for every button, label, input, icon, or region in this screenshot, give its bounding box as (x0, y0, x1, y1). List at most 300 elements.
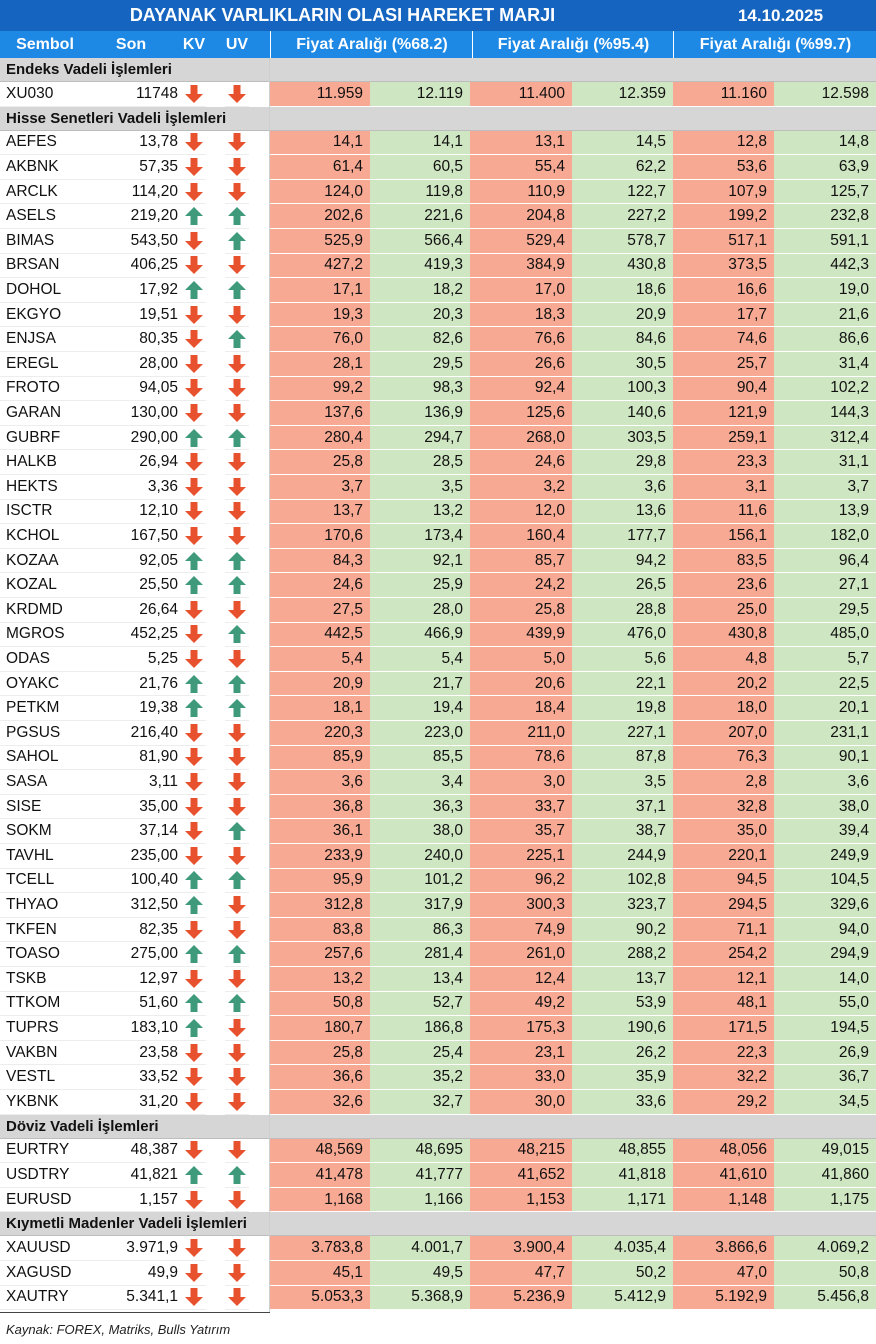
range99-high-cell: 26,9 (774, 1041, 876, 1066)
table-row (0, 1236, 876, 1261)
range68-low-cell: 442,5 (270, 623, 370, 648)
range95-low-cell: 225,1 (470, 844, 572, 869)
section-title: Döviz Vadeli İşlemleri (6, 1117, 159, 1135)
range95-low-cell: 3,0 (470, 770, 572, 795)
arrow-up-icon (225, 573, 249, 598)
range99-low-cell: 5.192,9 (673, 1286, 774, 1311)
range95-high-cell: 1,171 (572, 1188, 673, 1213)
range95-low-cell: 25,8 (470, 598, 572, 623)
arrow-up-icon (182, 1163, 206, 1188)
last-price-cell: 3,11 (110, 770, 182, 795)
arrow-down-icon (182, 1236, 206, 1261)
range68-high-cell: 3,4 (370, 770, 470, 795)
last-price-cell: 81,90 (110, 746, 182, 771)
range99-high-cell: 49,015 (774, 1139, 876, 1164)
arrow-up-icon (225, 992, 249, 1017)
symbol-cell: AKBNK (0, 155, 110, 180)
range68-high-cell: 13,4 (370, 967, 470, 992)
table-row (0, 721, 876, 746)
symbol-cell: SOKM (0, 819, 110, 844)
range95-high-cell: 62,2 (572, 155, 673, 180)
range95-high-cell: 50,2 (572, 1261, 673, 1286)
section-title: Hisse Senetleri Vadeli İşlemleri (6, 109, 227, 127)
range68-high-cell: 36,3 (370, 795, 470, 820)
range95-low-cell: 12,0 (470, 500, 572, 525)
arrow-up-icon (225, 204, 249, 229)
last-price-cell: 5.341,1 (110, 1286, 182, 1311)
range99-high-cell: 55,0 (774, 992, 876, 1017)
range68-low-cell: 18,1 (270, 696, 370, 721)
table-row (0, 869, 876, 894)
last-price-cell: 167,50 (110, 524, 182, 549)
range99-low-cell: 121,9 (673, 401, 774, 426)
range99-high-cell: 63,9 (774, 155, 876, 180)
symbol-cell: TOASO (0, 942, 110, 967)
range68-high-cell: 186,8 (370, 1016, 470, 1041)
last-price-cell: 51,60 (110, 992, 182, 1017)
range95-high-cell: 48,855 (572, 1139, 673, 1164)
range99-low-cell: 156,1 (673, 524, 774, 549)
table-row (0, 229, 876, 254)
range95-high-cell: 102,8 (572, 869, 673, 894)
range99-low-cell: 11.160 (673, 82, 774, 107)
arrow-down-icon (182, 844, 206, 869)
range95-low-cell: 1,153 (470, 1188, 572, 1213)
range68-low-cell: 233,9 (270, 844, 370, 869)
symbol-cell: HALKB (0, 450, 110, 475)
symbol-cell: EURTRY (0, 1139, 110, 1164)
range68-high-cell: 13,2 (370, 500, 470, 525)
range68-low-cell: 25,8 (270, 1041, 370, 1066)
arrow-up-icon (225, 623, 249, 648)
table-row (0, 131, 876, 156)
range99-high-cell: 329,6 (774, 893, 876, 918)
arrow-down-icon (225, 770, 249, 795)
range99-low-cell: 220,1 (673, 844, 774, 869)
range95-high-cell: 5,6 (572, 647, 673, 672)
last-price-cell: 19,38 (110, 696, 182, 721)
section-title: Endeks Vadeli İşlemleri (6, 61, 172, 78)
range95-high-cell: 3,6 (572, 475, 673, 500)
range99-low-cell: 4,8 (673, 647, 774, 672)
last-price-cell: 35,00 (110, 795, 182, 820)
range68-low-cell: 137,6 (270, 401, 370, 426)
range68-low-cell: 28,1 (270, 352, 370, 377)
arrow-down-icon (182, 401, 206, 426)
arrow-up-icon (182, 869, 206, 894)
symbol-cell: ARCLK (0, 180, 110, 205)
last-price-cell: 26,94 (110, 450, 182, 475)
range68-low-cell: 83,8 (270, 918, 370, 943)
arrow-down-icon (182, 1041, 206, 1066)
range68-low-cell: 5.053,3 (270, 1286, 370, 1311)
range68-low-cell: 13,7 (270, 500, 370, 525)
arrow-down-icon (182, 180, 206, 205)
table-row (0, 1090, 876, 1115)
range99-low-cell: 71,1 (673, 918, 774, 943)
symbol-cell: TTKOM (0, 992, 110, 1017)
range95-high-cell: 19,8 (572, 696, 673, 721)
header-last: Son (115, 36, 147, 53)
range99-low-cell: 41,610 (673, 1163, 774, 1188)
range95-low-cell: 5,0 (470, 647, 572, 672)
range95-high-cell: 18,6 (572, 278, 673, 303)
arrow-up-icon (225, 229, 249, 254)
arrow-down-icon (225, 721, 249, 746)
range99-low-cell: 199,2 (673, 204, 774, 229)
arrow-down-icon (182, 303, 206, 328)
range95-high-cell: 53,9 (572, 992, 673, 1017)
range68-high-cell: 28,0 (370, 598, 470, 623)
last-price-cell: 82,35 (110, 918, 182, 943)
range95-high-cell: 26,5 (572, 573, 673, 598)
range95-high-cell: 177,7 (572, 524, 673, 549)
arrow-down-icon (182, 623, 206, 648)
column-header-row (0, 31, 876, 58)
range99-high-cell: 14,8 (774, 131, 876, 156)
table-row (0, 795, 876, 820)
range68-low-cell: 61,4 (270, 155, 370, 180)
symbol-cell: PGSUS (0, 721, 110, 746)
arrow-down-icon (225, 967, 249, 992)
symbol-cell: YKBNK (0, 1090, 110, 1115)
table-row (0, 303, 876, 328)
range68-low-cell: 20,9 (270, 672, 370, 697)
arrow-down-icon (182, 377, 206, 402)
range95-low-cell: 41,652 (470, 1163, 572, 1188)
arrow-down-icon (225, 647, 249, 672)
arrow-down-icon (182, 500, 206, 525)
column-divider (269, 58, 270, 1312)
range99-high-cell: 144,3 (774, 401, 876, 426)
arrow-up-icon (182, 672, 206, 697)
range68-high-cell: 136,9 (370, 401, 470, 426)
range68-low-cell: 36,6 (270, 1065, 370, 1090)
range95-low-cell: 11.400 (470, 82, 572, 107)
range99-low-cell: 430,8 (673, 623, 774, 648)
arrow-down-icon (225, 450, 249, 475)
range95-high-cell: 476,0 (572, 623, 673, 648)
range95-high-cell: 35,9 (572, 1065, 673, 1090)
range68-high-cell: 173,4 (370, 524, 470, 549)
arrow-up-icon (182, 992, 206, 1017)
symbol-cell: XAUUSD (0, 1236, 110, 1261)
table-row (0, 82, 876, 107)
range68-low-cell: 525,9 (270, 229, 370, 254)
table-row (0, 672, 876, 697)
range68-low-cell: 280,4 (270, 426, 370, 451)
arrow-down-icon (182, 598, 206, 623)
section-header (0, 1212, 876, 1236)
table-row (0, 1163, 876, 1188)
range95-low-cell: 439,9 (470, 623, 572, 648)
range99-low-cell: 18,0 (673, 696, 774, 721)
range95-high-cell: 37,1 (572, 795, 673, 820)
range68-high-cell: 29,5 (370, 352, 470, 377)
last-price-cell: 33,52 (110, 1065, 182, 1090)
range95-low-cell: 211,0 (470, 721, 572, 746)
symbol-cell: VAKBN (0, 1041, 110, 1066)
range68-low-cell: 95,9 (270, 869, 370, 894)
range99-high-cell: 27,1 (774, 573, 876, 598)
range95-high-cell: 4.035,4 (572, 1236, 673, 1261)
symbol-cell: GARAN (0, 401, 110, 426)
section-header (0, 107, 876, 131)
arrow-up-icon (225, 696, 249, 721)
range95-low-cell: 23,1 (470, 1041, 572, 1066)
range99-high-cell: 232,8 (774, 204, 876, 229)
range68-high-cell: 35,2 (370, 1065, 470, 1090)
symbol-cell: TSKB (0, 967, 110, 992)
header-range-99: Fiyat Aralığı (%99.7) (673, 31, 876, 58)
arrow-down-icon (182, 229, 206, 254)
range68-high-cell: 98,3 (370, 377, 470, 402)
arrow-down-icon (225, 1090, 249, 1115)
table-row (0, 696, 876, 721)
range68-high-cell: 60,5 (370, 155, 470, 180)
range68-high-cell: 317,9 (370, 893, 470, 918)
last-price-cell: 100,40 (110, 869, 182, 894)
range68-low-cell: 3,6 (270, 770, 370, 795)
arrow-up-icon (182, 204, 206, 229)
range95-low-cell: 5.236,9 (470, 1286, 572, 1311)
last-price-cell: 312,50 (110, 893, 182, 918)
range68-low-cell: 14,1 (270, 131, 370, 156)
symbol-cell: PETKM (0, 696, 110, 721)
header-symbol: Sembol (16, 36, 74, 53)
range95-high-cell: 41,818 (572, 1163, 673, 1188)
last-price-cell: 130,00 (110, 401, 182, 426)
symbol-cell: HEKTS (0, 475, 110, 500)
range99-high-cell: 31,1 (774, 450, 876, 475)
range99-low-cell: 20,2 (673, 672, 774, 697)
arrow-up-icon (225, 869, 249, 894)
range68-high-cell: 14,1 (370, 131, 470, 156)
last-price-cell: 5,25 (110, 647, 182, 672)
range99-low-cell: 23,3 (673, 450, 774, 475)
range99-low-cell: 107,9 (673, 180, 774, 205)
range95-low-cell: 300,3 (470, 893, 572, 918)
symbol-cell: EURUSD (0, 1188, 110, 1213)
arrow-down-icon (225, 303, 249, 328)
arrow-down-icon (182, 254, 206, 279)
range95-high-cell: 140,6 (572, 401, 673, 426)
range68-low-cell: 99,2 (270, 377, 370, 402)
table-row (0, 1261, 876, 1286)
range99-low-cell: 2,8 (673, 770, 774, 795)
range99-high-cell: 29,5 (774, 598, 876, 623)
symbol-cell: OYAKC (0, 672, 110, 697)
arrow-up-icon (225, 819, 249, 844)
range95-low-cell: 85,7 (470, 549, 572, 574)
range95-low-cell: 3,2 (470, 475, 572, 500)
range95-low-cell: 204,8 (470, 204, 572, 229)
table-row (0, 426, 876, 451)
table-row (0, 327, 876, 352)
table-row (0, 1286, 876, 1311)
range99-high-cell: 31,4 (774, 352, 876, 377)
range99-high-cell: 591,1 (774, 229, 876, 254)
range95-high-cell: 20,9 (572, 303, 673, 328)
range95-high-cell: 84,6 (572, 327, 673, 352)
last-price-cell: 25,50 (110, 573, 182, 598)
arrow-down-icon (225, 131, 249, 156)
range68-low-cell: 312,8 (270, 893, 370, 918)
range68-low-cell: 27,5 (270, 598, 370, 623)
range99-low-cell: 207,0 (673, 721, 774, 746)
last-price-cell: 57,35 (110, 155, 182, 180)
table-row (0, 1188, 876, 1213)
header-range-68: Fiyat Aralığı (%68.2) (270, 31, 473, 58)
symbol-cell: ODAS (0, 647, 110, 672)
range68-high-cell: 5,4 (370, 647, 470, 672)
arrow-down-icon (182, 795, 206, 820)
range99-low-cell: 1,148 (673, 1188, 774, 1213)
arrow-down-icon (225, 844, 249, 869)
symbol-cell: EKGYO (0, 303, 110, 328)
arrow-down-icon (225, 155, 249, 180)
table-row (0, 942, 876, 967)
symbol-cell: KCHOL (0, 524, 110, 549)
report-date: 14.10.2025 (737, 6, 824, 25)
range99-low-cell: 12,1 (673, 967, 774, 992)
range99-high-cell: 102,2 (774, 377, 876, 402)
arrow-down-icon (182, 524, 206, 549)
range99-low-cell: 16,6 (673, 278, 774, 303)
table-row (0, 500, 876, 525)
symbol-cell: XU030 (0, 82, 110, 107)
range99-high-cell: 38,0 (774, 795, 876, 820)
range68-high-cell: 5.368,9 (370, 1286, 470, 1311)
symbol-cell: KOZAA (0, 549, 110, 574)
range95-high-cell: 26,2 (572, 1041, 673, 1066)
arrow-down-icon (225, 1016, 249, 1041)
arrow-down-icon (182, 1188, 206, 1213)
symbol-cell: BRSAN (0, 254, 110, 279)
range99-high-cell: 22,5 (774, 672, 876, 697)
last-price-cell: 452,25 (110, 623, 182, 648)
range68-high-cell: 92,1 (370, 549, 470, 574)
arrow-down-icon (225, 1261, 249, 1286)
range95-low-cell: 18,4 (470, 696, 572, 721)
symbol-cell: THYAO (0, 893, 110, 918)
symbol-cell: TCELL (0, 869, 110, 894)
table-row (0, 647, 876, 672)
arrow-down-icon (225, 1139, 249, 1164)
arrow-down-icon (225, 475, 249, 500)
last-price-cell: 290,00 (110, 426, 182, 451)
last-price-cell: 114,20 (110, 180, 182, 205)
table-row (0, 844, 876, 869)
last-price-cell: 28,00 (110, 352, 182, 377)
range95-high-cell: 14,5 (572, 131, 673, 156)
symbol-cell: SAHOL (0, 746, 110, 771)
range99-low-cell: 23,6 (673, 573, 774, 598)
last-price-cell: 49,9 (110, 1261, 182, 1286)
range99-low-cell: 47,0 (673, 1261, 774, 1286)
table-row (0, 746, 876, 771)
range95-low-cell: 76,6 (470, 327, 572, 352)
range68-high-cell: 32,7 (370, 1090, 470, 1115)
arrow-down-icon (225, 377, 249, 402)
range99-low-cell: 32,8 (673, 795, 774, 820)
range68-high-cell: 1,166 (370, 1188, 470, 1213)
range99-low-cell: 48,1 (673, 992, 774, 1017)
last-price-cell: 1,157 (110, 1188, 182, 1213)
arrow-down-icon (182, 1090, 206, 1115)
last-price-cell: 11748 (110, 82, 182, 107)
last-price-cell: 94,05 (110, 377, 182, 402)
last-price-cell: 17,92 (110, 278, 182, 303)
range95-high-cell: 244,9 (572, 844, 673, 869)
range95-low-cell: 47,7 (470, 1261, 572, 1286)
arrow-down-icon (225, 401, 249, 426)
arrow-down-icon (225, 746, 249, 771)
table-row (0, 549, 876, 574)
range95-high-cell: 22,1 (572, 672, 673, 697)
range99-high-cell: 231,1 (774, 721, 876, 746)
table-row (0, 1065, 876, 1090)
arrow-down-icon (182, 1286, 206, 1311)
last-price-cell: 543,50 (110, 229, 182, 254)
range68-low-cell: 180,7 (270, 1016, 370, 1041)
range68-low-cell: 50,8 (270, 992, 370, 1017)
range95-high-cell: 13,7 (572, 967, 673, 992)
range99-low-cell: 294,5 (673, 893, 774, 918)
symbol-cell: KRDMD (0, 598, 110, 623)
table-row (0, 254, 876, 279)
range95-low-cell: 30,0 (470, 1090, 572, 1115)
symbol-cell: GUBRF (0, 426, 110, 451)
table-row (0, 1139, 876, 1164)
range95-low-cell: 35,7 (470, 819, 572, 844)
range68-high-cell: 82,6 (370, 327, 470, 352)
range68-high-cell: 20,3 (370, 303, 470, 328)
symbol-cell: XAUTRY (0, 1286, 110, 1311)
section-header (0, 1115, 876, 1139)
range95-low-cell: 24,2 (470, 573, 572, 598)
arrow-down-icon (182, 155, 206, 180)
range99-low-cell: 35,0 (673, 819, 774, 844)
last-price-cell: 183,10 (110, 1016, 182, 1041)
arrow-down-icon (182, 1139, 206, 1164)
range68-high-cell: 3,5 (370, 475, 470, 500)
range99-high-cell: 94,0 (774, 918, 876, 943)
arrow-down-icon (225, 500, 249, 525)
arrow-down-icon (225, 795, 249, 820)
range99-low-cell: 25,7 (673, 352, 774, 377)
arrow-down-icon (182, 967, 206, 992)
range95-high-cell: 5.412,9 (572, 1286, 673, 1311)
range68-high-cell: 19,4 (370, 696, 470, 721)
range68-high-cell: 281,4 (370, 942, 470, 967)
range68-low-cell: 11.959 (270, 82, 370, 107)
last-price-cell: 13,78 (110, 131, 182, 156)
range95-low-cell: 110,9 (470, 180, 572, 205)
symbol-cell: TKFEN (0, 918, 110, 943)
range99-high-cell: 312,4 (774, 426, 876, 451)
symbol-cell: VESTL (0, 1065, 110, 1090)
range99-low-cell: 29,2 (673, 1090, 774, 1115)
range99-low-cell: 83,5 (673, 549, 774, 574)
range99-low-cell: 171,5 (673, 1016, 774, 1041)
range99-high-cell: 41,860 (774, 1163, 876, 1188)
range68-low-cell: 3.783,8 (270, 1236, 370, 1261)
arrow-down-icon (182, 1261, 206, 1286)
symbol-cell: SASA (0, 770, 110, 795)
arrow-down-icon (182, 131, 206, 156)
arrow-up-icon (182, 278, 206, 303)
